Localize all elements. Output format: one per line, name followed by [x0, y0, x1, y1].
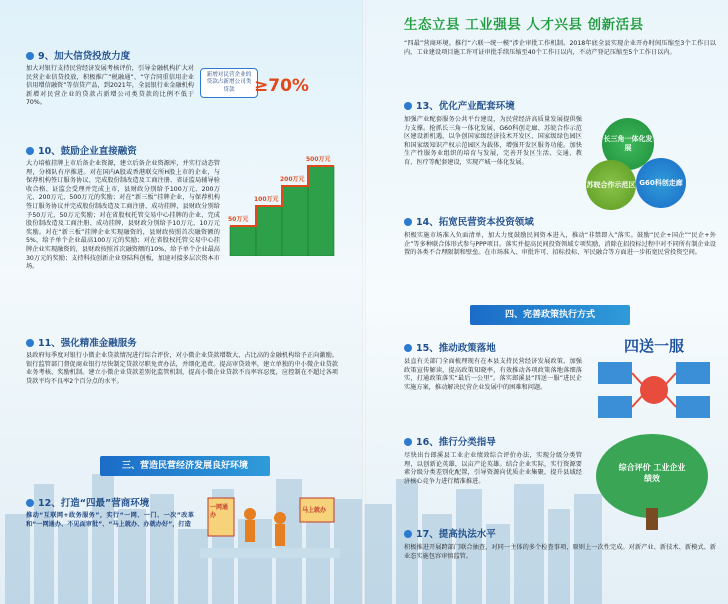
four-services-graphic	[592, 335, 716, 427]
section-9-body: 加大对银行支持民营经济发展考核评价，引导金融机构扩大对民营企业信贷投放，积极推广“税融通”、“守合同重信用企业信用增信融资”等信贷产品，到2021年，全县银行业金融机构新增对民营企业的贷款占新增公司类贷款的比例不低于70%。	[26, 65, 194, 107]
section-17-body: 积极推进开展跨部门联合抽查，对同一主体的多个检查事项，原则上一次性完成。对新产业、新技术、新模式、新业态实施包容审慎监管。	[404, 544, 716, 560]
step-2-label: 100万元	[254, 196, 279, 203]
people-carrying-signs-icon	[200, 492, 340, 558]
business-illustration	[200, 492, 340, 558]
section-10-body	[26, 156, 338, 272]
tree-graphic	[588, 430, 716, 530]
ratio-badge-label: 新增对民营企业的贷款占新增公司类贷款	[200, 68, 258, 98]
section-12-title: 12、打造“四最”营商环境	[26, 495, 149, 509]
tree-label: 综合评价 工业企业绩效	[618, 463, 686, 483]
circle-g60: G60科创走廊	[636, 158, 686, 208]
banner-section-3: 三、营造民营经济发展良好环境	[100, 456, 270, 476]
section-9-title: 9、加大信贷投放力度	[26, 48, 130, 62]
service-flow-icon	[592, 356, 716, 426]
section-13-body: 加强产业配套服务公共平台建设，为民营经济高质量发展提供强力支撑。抢抓长三角一体化发展、G60科创走廊、苏皖合作示范区建设新机遇，以争创国家级经济技术开发区、国家级绿色园区和国家级知识产权示范园区为载体，增强开发区服务功能。加快生产性服务业组织的培育与发展，完善开发区生活、交通、教育、医疗等配套建设，实现产城一体化发展。	[404, 116, 582, 166]
ratio-badge-value: ≥70%	[254, 76, 309, 96]
slogan-header: 生态立县 工业强县 人才兴县 创新活县	[404, 17, 644, 33]
sign-right-text: 马上就办	[302, 507, 327, 514]
section-14-title: 14、拓宽民营资本投资领域	[404, 214, 534, 228]
section-15-body: 县直有关部门全面梳理现有在本县支持民营经济发展政策，加强政策宣传解读，提高政策知晓率，有效推动各项政策落地落细落实，打通政策落实“最后一公里”。落实郎溪县“四送一服”进民企实施方案，推动解决民营企业发展中的困难和问题。	[404, 358, 582, 391]
step-1-label: 50万元	[228, 216, 249, 223]
banner-section-4: 四、完善政策执行方式	[470, 305, 630, 325]
section-16-body: 尽快出台郎溪县工业企业绩效综合评价办法，实现分级分类管理，以创新论英雄，以亩产论英雄。结合企业实际，实行资源要素分级分类差别化配置，引导资源向优质企业集聚，提升县域经济核心竞争力进行精准推进。	[404, 452, 582, 485]
section-11-body: 县政府每季度对银行小微企业贷款情况进行综合评价，对小微企业贷款增数大、占比高的金融机构给予正向激励。银行监管部门督促商业银行尽快制定贷款尽职免责办法，并细化追责。提高审贷效率，建立单独的中小微企业贷款业务考核、奖励机制。建立小微企业贷款差别化监管机制，提高小微企业贷款不良率容忍度，应控制在不超过各项贷款平均不良率2个百分点的水平。	[26, 352, 338, 385]
circle-su-wan: 苏皖合作示范区	[586, 160, 636, 210]
section-11-title: 11、强化精准金融服务	[26, 335, 137, 349]
section-10-text: 大力培植挂牌上市后备企业资源，建立后备企业资源库，并实行动态管理，分梯队有序推进。对在国内A股或香港联交所H股上市的企业，与保荐机构签订服务协议、完成股份制改造及工商注册、省证监局辅导验收合格、证监会受理并完成上市，县财政分别给予100万元、200万元、200万元、500万元的奖励；对在“新三板”挂牌企业，与保荐机构签订服务协议并完成股份制改造及工商注册、成功挂牌，县财政分别给予50万元、50万元奖励；对在省股权托管交易中心挂牌的企业，完成股份制改造及工商注册、成功挂牌，县财政分别给予10万元、10万元奖励。对在“新三板”挂牌企业实现融资的，县财政按照首次融资额的5%，给予单个企业最高100万元的奖励；对在省股权托管交易中心挂牌企业实现融资的，县财政按照首次融资额的10%，给予单个企业最高30万元的奖励；支持科技创新企业登陆科创板，加速对接多层次资本市场。	[26, 160, 220, 271]
section-10-title: 10、鼓励企业直接融资	[26, 143, 137, 157]
four-services-logo: 四送一服	[623, 337, 684, 355]
section-17-title: 17、提高执法水平	[404, 526, 496, 540]
staircase-icon	[226, 160, 338, 256]
sign-left-text: 一网通办	[210, 504, 229, 519]
section-15-title: 15、推动政策落地	[404, 340, 496, 354]
section-13-title: 13、优化产业配套环境	[404, 98, 515, 112]
page-fold	[362, 0, 366, 604]
step-4-label: 500万元	[306, 156, 331, 163]
staircase-graphic	[226, 156, 338, 256]
circle-yangtze: 长三角一体化发展	[602, 118, 654, 170]
section-14-body: 积极实施市场准入负面清单，加大力度鼓励民间资本进入，推动“非禁即入”落实。鼓励“民企+国企”“民企+外企”等多种联合体形式参与PPP项目。落实并提高民间投资领域专项奖励，消除在招投标过程中对不同所有制企业设置的各类不合理限制和壁垒。在市场准入、审批许可、招标投标、军民融合等方面进一步拓宽民营投资空间。	[404, 232, 716, 257]
step-3-label: 200万元	[280, 176, 305, 183]
section-12-continued: “四最”营商环境。推行“六联一统一模”涉企审批工作机制。2018年底全县实现企业开办时间压缩至3个工作日以内，工业建设项目施工许可证审批手续压缩至40个工作日以内，不动产登记压缩至5个工作日以内。	[404, 40, 716, 56]
section-12-body: 推动“互联网+政务服务”，实行“一网、一门、一次”改革和“一网通办、不见面审批”、“马上就办、办就办好”，打造	[26, 512, 194, 528]
section-16-title: 16、推行分类指导	[404, 434, 496, 448]
